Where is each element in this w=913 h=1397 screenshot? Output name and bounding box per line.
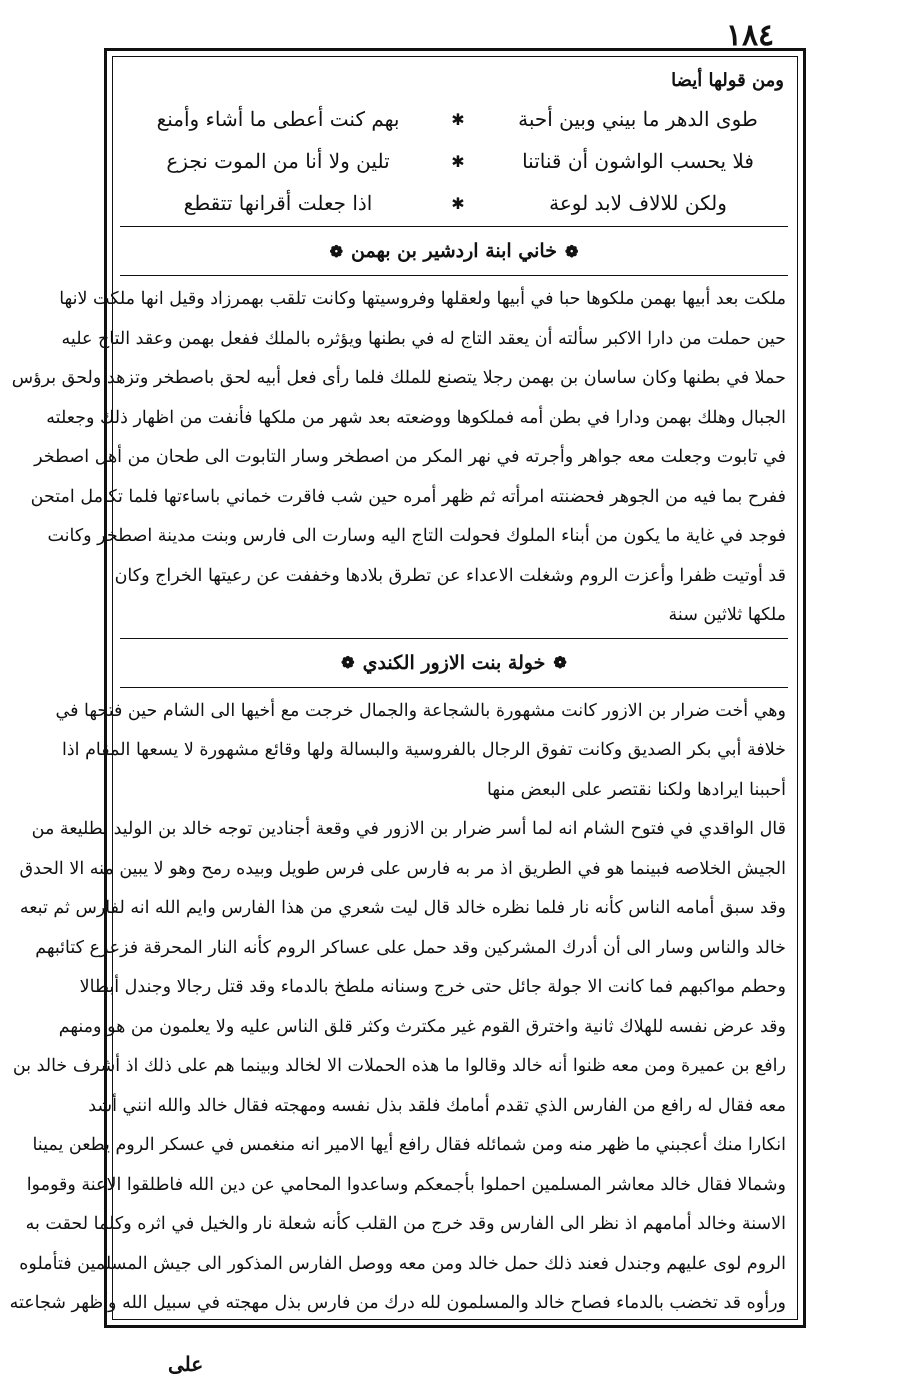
text-line: قد أوتيت ظفرا وأعزت الروم وشغلت الاعداء عن تطرق بلادها وخففت عن رعيتها الخراج وكان: [114, 565, 786, 586]
text-line: الروم لوى عليهم وجندل فعند ذلك حمل خالد ومن معه ووصل الفارس المذكور الى جيش المسلمين فتأملوه: [19, 1253, 786, 1274]
poem-intro: ومن قولها أيضا: [671, 70, 784, 91]
ornament-icon: ❁: [553, 653, 567, 672]
text-line: ملكها ثلاثين سنة: [668, 605, 786, 625]
section-body: [9, 692, 788, 1324]
text-line: في تابوت وجعلت معه جواهر وأجرته في نهر المكر من اصطخر وسار التابوت الى طحان من أهل اصطخر: [34, 447, 786, 467]
section-header: [120, 226, 788, 276]
text-line: ورأوه قد تخضب بالدماء فصاح خالد والمسلمون لله درك من فارس بذل مهجته في سبيل الله وأظهر شجاعته: [9, 1293, 786, 1313]
text-line: أحببنا ايرادها ولكنا نقتصر على البعض منها: [487, 779, 786, 800]
section-title: خاني ابنة اردشير بن بهمن: [351, 240, 557, 262]
verse-first-hemistich: طوى الدهر ما بيني وبين أحبة: [518, 107, 758, 131]
text-line: وهي أخت ضرار بن الازور كانت مشهورة بالشجاعة والجمال خرجت مع أخيها الى الشام حين فتحها في: [55, 700, 786, 721]
ornament-icon: ❁: [564, 241, 579, 261]
star-separator-icon: ✱: [451, 193, 465, 213]
text-line: وقد عرض نفسه للهلاك ثانية واخترق القوم غير مكترث وكثر قلق الناس عليه ولا يعلمون من هو ومنهم: [58, 1016, 786, 1037]
text-line: حملا في بطنها وكان ساسان بن بهمن رجلا يتصنع للملك فلما رأى فعل أبيه لحق باصطخر وتزهد ولحق برؤس: [11, 368, 786, 388]
text-line: انكارا منك أعجبني ما ظهر منه ومن شمائله فقال رافع أيها الامير انه منغمس في عسكر الروم يطعن يمينا: [32, 1135, 786, 1155]
text-line: ملكت بعد أبيها بهمن ملكوها حبا في أبيها ولعقلها وفروسيتها وكانت تلقب بهمرزاد وقيل انها ملكت لانها: [59, 289, 786, 309]
text-line: الجيش الخلاصه فبينما هو في الطريق اذ مر به فارس على فرس طويل وبيده رمح وهو لا يبين منه الا الحدق: [19, 858, 786, 879]
text-line: خلافة أبي بكر الصديق وكانت تفوق الرجال بالفروسية والبسالة ولها وقائع مشهورة لا يسعها المقام اذا: [62, 740, 786, 760]
verse-first-hemistich: فلا يحسب الواشون أن قناتنا: [522, 149, 754, 173]
verse-line: [120, 98, 788, 140]
ornament-icon: ❁: [341, 653, 355, 672]
verse-second-hemistich: بهم كنت أعطى ما أشاء وأمنع: [156, 107, 400, 131]
text-line: وقد سبق أمامه الناس كأنه نار فلما نظره خالد قال ليت شعري من هذا الفارس وايم الله انه لفارس ثم تبعه: [19, 898, 786, 918]
text-line: معه فقال له رافع من الفارس الذي تقدم أمامك فلقد بذل نفسه ومهجته فقال خالد والله انني أشد: [88, 1095, 786, 1116]
text-line: الاسنة وخالد أمامهم اذ نظر الى الفارس وقد خرج من القلب كأنه شعلة نار والخيل في اثره وكلما لحقت به: [25, 1214, 786, 1234]
text-line: حين حملت من دارا الاكبر سألته أن يعقد التاج له في بطنها ويؤثره بالملك ففعل بهمن وعقد التاج عليه: [61, 328, 786, 349]
text-line: رافع بن عميرة ومن معه ظنوا أنه خالد وقالوا ما هذه الحملات الا لخالد وبينما هم على ذلك اذ أشرف خالد بن: [12, 1056, 786, 1076]
verse-first-hemistich: ولكن للالاف لابد لوعة: [549, 191, 727, 215]
ornament-icon: ❁: [329, 241, 344, 261]
verse-line: [120, 182, 788, 224]
verse-second-hemistich: اذا جعلت أقرانها تتقطع: [183, 191, 373, 215]
star-separator-icon: ✱: [451, 109, 465, 129]
page-number: ١٨٤: [725, 18, 775, 53]
text-line: فوجد في غاية ما يكون من أبناء الملوك فحولت التاج اليه وسارت الى فارس وبنت مدينة اصطخر وكانت: [47, 526, 786, 546]
text-line: ففرح بما فيه من الجوهر فحضنته امرأته ثم ظهر أمره حين شب فاقرت خماني باساءتها فلما تكامل امتحن: [30, 486, 786, 507]
verse-second-hemistich: تلين ولا أنا من الموت نجزع: [166, 149, 390, 173]
catchword: على: [168, 1352, 204, 1376]
section-header: [120, 638, 788, 688]
section-title: خولة بنت الازور الكندي: [362, 651, 546, 674]
text-line: وشمالا فقال خالد معاشر المسلمين احملوا بأجمعكم وساعدوا المحامي عن دين الله فاطلقوا الاعنة وقوموا: [26, 1174, 786, 1195]
text-line: خالد والناس وسار الى أن أدرك المشركين وقد حمل على عساكر الروم كأنه النار المحرقة فزعزع كتائبهم: [35, 937, 786, 958]
text-line: قال الواقدي في فتوح الشام انه لما أسر ضرار بن الازور في وقعة أجنادين توجه خالد بن الوليد بطليعة من: [31, 819, 786, 839]
verse-line: [120, 140, 788, 182]
star-separator-icon: ✱: [451, 151, 465, 171]
page-content: [9, 64, 788, 1314]
section-body: [11, 280, 788, 636]
text-line: الجبال وهلك بهمن ودارا في بطن أمه فملكوها ووضعته بعد شهر من ملكها فأنفت من اظهار ذلك وجعلته: [46, 407, 786, 428]
text-line: وحطم مواكبهم فما كانت الا جولة جائل حتى خرج وسنانه ملطخ بالدماء وقد قتل رجالا وجندل أبطالا: [79, 977, 786, 997]
